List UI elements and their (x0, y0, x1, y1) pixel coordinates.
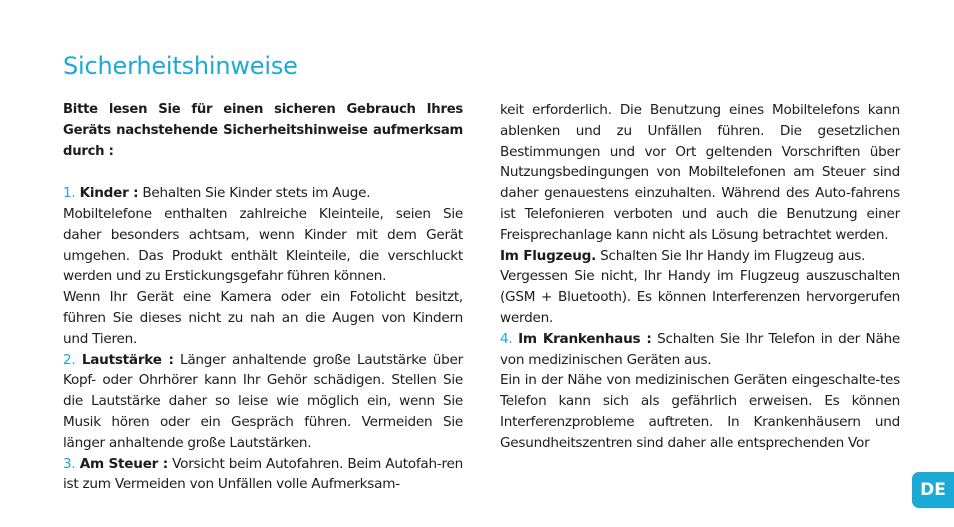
section-term: Lautstärke : (81, 351, 174, 368)
spacer (63, 162, 463, 183)
section-paragraph: Vergessen Sie nicht, Ihr Handy im Flugzeug auszuschalten (GSM + Bluetooth). Es können Interferenzen hervorgerufen werden. (500, 268, 900, 326)
intro-text: Bitte lesen Sie für einen sicheren Gebrauch Ihres Geräts nachstehende Sicherheitshinweise aufmerksam durch : (63, 102, 463, 159)
section-term: Am Steuer : (79, 455, 168, 472)
section-airplane-heading (500, 246, 900, 267)
section-driving (63, 454, 463, 496)
section-hospital-heading (500, 329, 900, 371)
section-number: 2. (63, 351, 76, 368)
section-children-heading (63, 183, 463, 204)
section-number: 3. (63, 455, 76, 472)
section-paragraph: Mobiltelefone enthalten zahlreiche Kleinteile, seien Sie daher besonders achtsam, wenn Kinder mit dem Gerät umgehen. Das Produkt enthält Kleinteile, die verschluckt werden und zu Erstickungsgefahr führen können. (63, 205, 463, 285)
section-volume (63, 350, 463, 454)
section-text: Länger anhaltende große Lautstärke über Kopf- oder Ohrhörer kann Ihr Gehör schädigen. Stellen Sie die Lautstärke daher so leise wie möglich ein, wenn Sie Musik hören oder ein Gespräch führen. Vermeiden Sie länger anhaltende große Lautstärken. (63, 351, 463, 451)
section-lead: Schalten Sie Ihr Telefon in der Nähe von medizinischen Geräten aus. (500, 330, 901, 368)
section-term: Im Flugzeug. (500, 247, 597, 264)
left-column (63, 100, 463, 495)
section-number: 1. (63, 185, 76, 202)
section-lead: Schalten Sie Ihr Handy im Flugzeug aus. (600, 247, 866, 264)
section-term: Kinder : (79, 185, 139, 202)
page-title: Sicherheitshinweise (63, 52, 298, 80)
right-column (500, 100, 900, 454)
section-term: Im Krankenhaus : (518, 330, 652, 347)
section-lead: Behalten Sie Kinder stets im Auge. (142, 185, 371, 202)
section-driving-continued: keit erforderlich. Die Benutzung eines Mobiltelefons kann ablenken und zu Unfällen führen. Die gesetzlichen Bestimmungen und vor Ort geltenden Vorschriften über Nutzungsbedingungen von Mobiltelefonen am Steuer sind daher genauestens einzuhalten. Während des Auto-fahrens ist Telefonieren verboten und auch die Benutzung einer Freisprechanlage kann nicht als Lösung betrachtet werden. (500, 102, 900, 243)
section-number: 4. (500, 330, 513, 347)
section-paragraph: Ein in der Nähe von medizinischen Geräten eingeschalte-tes Telefon kann sich als gefährlich erweisen. Es können Interferenzprobleme auftreten. In Krankenhäusern und Gesundheitszentren sind daher alle entsprechenden Vor (500, 372, 900, 451)
language-badge: DE (912, 472, 954, 508)
section-paragraph: Wenn Ihr Gerät eine Kamera oder ein Fotolicht besitzt, führen Sie dieses nicht zu nah an die Augen von Kindern und Tieren. (63, 289, 463, 347)
section-text: Vorsicht beim Autofahren. Beim Autofah-ren ist zum Vermeiden von Unfällen volle Aufmerksam- (63, 455, 463, 493)
